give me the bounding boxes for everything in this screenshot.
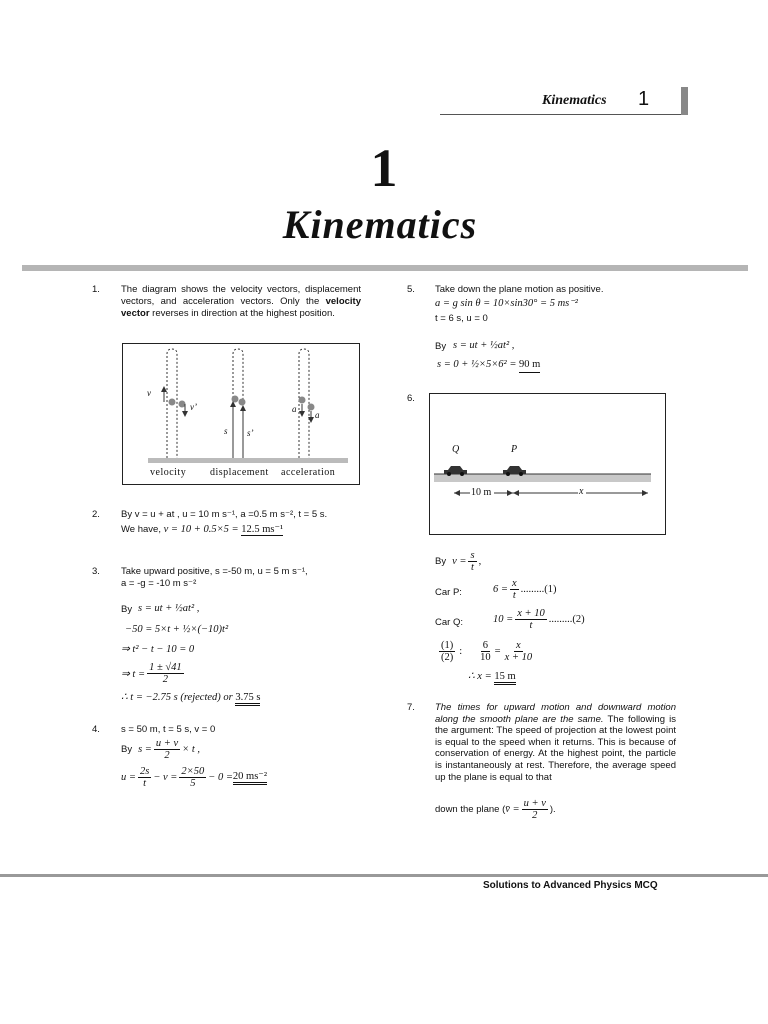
- q1-text: The diagram shows the velocity vectors, displacement vectors, and acceleration vectors. Only the velocity vector reverses in direction at the highest position.: [121, 284, 361, 319]
- label-s-prime: s’: [247, 428, 254, 438]
- label-car-p: P: [511, 444, 518, 455]
- q3-answer: 3.75 s: [235, 692, 260, 706]
- header-rule: [440, 114, 681, 115]
- q1-figure: [122, 343, 360, 485]
- chapter-title: Kinematics: [282, 202, 478, 247]
- q6-answer: 15 m: [494, 671, 515, 685]
- q6-carQ-label: Car Q:: [435, 617, 463, 628]
- q7-number: 7.: [407, 702, 415, 713]
- label-x: x: [579, 486, 584, 497]
- q4-eq1: By s = $\frac{u + v}{2}$ × t ,: [121, 738, 201, 761]
- q6-carP-label: Car P:: [435, 587, 462, 598]
- label-v-prime: v’: [190, 402, 197, 412]
- label-v: v: [147, 388, 151, 398]
- q2-line1: By v = u + at , u = 10 m s⁻¹, a =0.5 m s⁻², t = 5 s.: [121, 509, 328, 520]
- q6-figure: [429, 393, 666, 535]
- q3-eq1: s = ut + ½at² ,: [138, 603, 200, 614]
- q5-line3: t = 6 s, u = 0: [435, 313, 488, 324]
- q4-answer: 20 ms⁻²: [233, 770, 267, 785]
- q6-number: 6.: [407, 393, 415, 404]
- page-number: 1: [638, 88, 650, 110]
- q6-ratio: $\frac{(1)}{(2)}$ : $\frac{6}{10}$ = $\frac{x}{x + 10}$: [441, 640, 533, 663]
- q3-number: 3.: [92, 566, 100, 577]
- q3-eq3: ⇒ t² − t − 10 = 0: [121, 644, 195, 655]
- label-acceleration: acceleration: [281, 467, 336, 478]
- running-title: Kinematics: [542, 93, 607, 108]
- label-s: s: [224, 426, 228, 436]
- q3-line2: a = -g = -10 m s⁻²: [121, 578, 197, 589]
- footer-text: Solutions to Advanced Physics MCQ: [483, 880, 658, 891]
- running-header: [440, 87, 688, 115]
- label-10m: 10 m: [471, 487, 492, 498]
- q6-eqP: 6 = $\frac{x}{t}$ .........(1): [493, 578, 557, 601]
- q4-number: 4.: [92, 724, 100, 735]
- q5-line1: Take down the plane motion as positive.: [435, 284, 604, 295]
- q5-eq3: s = 0 + ½×5×6² = 90 m: [437, 359, 540, 370]
- q5-number: 5.: [407, 284, 415, 295]
- label-a: a: [292, 404, 297, 414]
- q5-eq1: a = g sin θ = 10×sin30° = 5 ms⁻²: [435, 298, 578, 309]
- header-tab-bar: [681, 87, 688, 115]
- q2-answer: 12.5 ms⁻¹: [241, 524, 284, 535]
- title-rule: [22, 265, 748, 271]
- label-a-2: a: [315, 410, 320, 420]
- q5-by: By: [435, 341, 447, 352]
- vector-diagram: [123, 344, 359, 484]
- q7-text: The times for upward motion and downward motion along the smooth plane are the same. The following is the argument: The speed of projection at the lowest point is equal to the speed when it returns. This is because of conservation of energy. At the highest point, the particle is instantaneously at rest. Therefore, the average speed up the plane is equal to that: [435, 702, 676, 783]
- q5-answer: 90 m: [519, 359, 540, 373]
- q6-final: ∴ x = 15 m: [468, 670, 516, 682]
- q3-eq4: ⇒ t = $\frac{1 \pm √41}{2}$: [121, 662, 182, 685]
- footer-rule: [0, 874, 768, 877]
- q5-eq2: s = ut + ½at² ,: [453, 340, 515, 351]
- q6-eqQ: 10 = $\frac{x + 10}{t}$ .........(2): [493, 608, 585, 631]
- q7-last-line: down the plane ( v̄ = $\frac{u + v}{2}$ ).: [435, 798, 556, 821]
- chapter-number: 1: [370, 138, 398, 198]
- q4-eq2: u = $\frac{2s}{t}$ − v = $\frac{2\times 50}{5}$ − 0 = 20 ms⁻²: [121, 766, 267, 789]
- q4-line1: s = 50 m, t = 5 s, v = 0: [121, 724, 216, 735]
- q6-eq0: By v = $\frac{s}{t}$ ,: [435, 550, 482, 573]
- label-velocity: velocity: [150, 467, 187, 478]
- q3-line1: Take upward positive, s =-50 m, u = 5 m s⁻¹,: [121, 566, 308, 577]
- q1-number: 1.: [92, 284, 100, 295]
- q3-eq2: −50 = 5×t + ½×(−10)t²: [125, 624, 229, 635]
- cars-diagram: [430, 394, 665, 534]
- label-car-q: Q: [452, 444, 460, 455]
- q2-number: 2.: [92, 509, 100, 520]
- q3-eq5: ∴ t = −2.75 s (rejected) or 3.75 s: [121, 691, 260, 703]
- label-displacement: displacement: [210, 467, 269, 478]
- q2-line2: We have, v = 10 + 0.5×5 = 12.5 ms⁻¹: [121, 524, 284, 535]
- q3-by: By: [121, 604, 133, 615]
